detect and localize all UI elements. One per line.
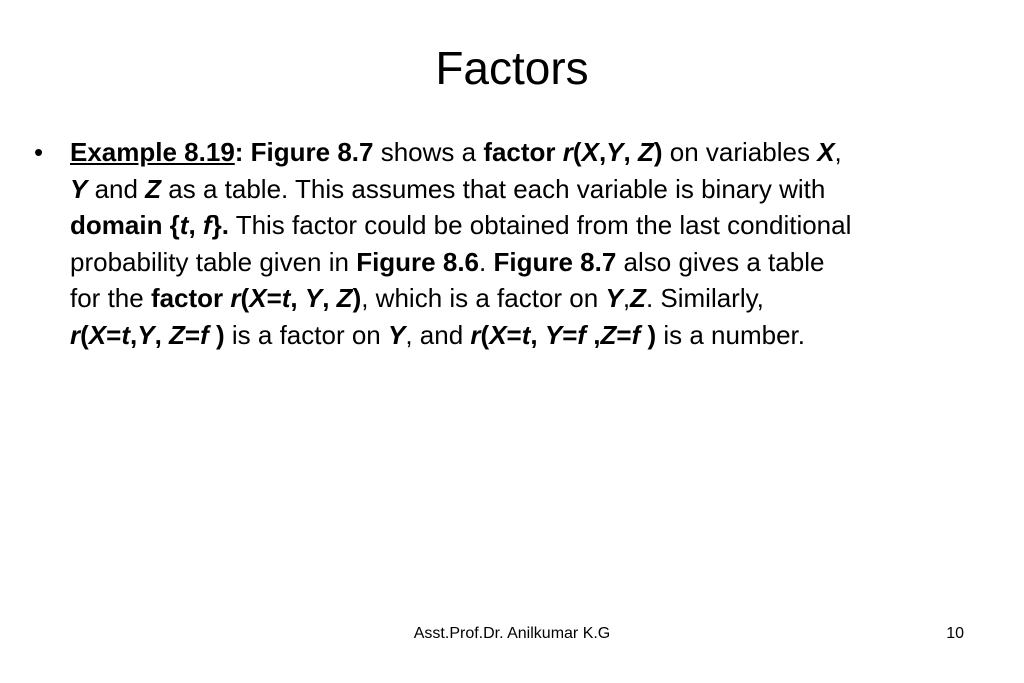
text-run: , [188, 210, 203, 240]
text-run: , and [405, 319, 471, 350]
text-run: , [322, 283, 337, 313]
text-run: ( [480, 319, 490, 350]
text-run: = [184, 319, 201, 350]
footer-author: Asst.Prof.Dr. Anilkumar K.G [413, 625, 611, 642]
text-run: Z [630, 283, 646, 313]
text-run: f [577, 319, 587, 350]
bullet-dot: • [34, 137, 44, 167]
text-run: t [281, 283, 291, 313]
text-run: shows a [373, 137, 484, 167]
text-run: , [530, 319, 545, 350]
text-run: }. [211, 210, 229, 240]
slide-body [30, 134, 990, 353]
text-run: f [200, 319, 209, 350]
text-run: factor [483, 137, 556, 167]
text-run: Y [605, 283, 623, 313]
text-run: probability table given in [70, 246, 357, 277]
text-run: t [121, 319, 130, 350]
text-run: r [70, 319, 81, 350]
text-run: Z [145, 173, 162, 204]
paragraph-line [70, 171, 990, 208]
text-run: , [834, 137, 842, 167]
text-run: t [179, 210, 189, 240]
text-run: Example 8.19 [70, 137, 235, 167]
text-run: Z [637, 137, 654, 167]
text-run: Z [169, 319, 185, 350]
text-run: , which is a factor on [361, 283, 606, 313]
text-run: is a number. [656, 319, 805, 350]
text-run: as a table. This assumes that each variable is binary with [161, 173, 826, 204]
text-run: factor [150, 283, 224, 313]
text-run: Figure 8.6 [356, 246, 480, 277]
text-run: ) [640, 319, 657, 350]
text-run: , [586, 319, 601, 350]
text-run: . [479, 246, 494, 277]
paragraph-line [70, 134, 990, 171]
text-run: Y [606, 137, 624, 167]
text-run: ( [240, 283, 250, 313]
text-run: Y [70, 173, 88, 204]
text-run: , [598, 137, 607, 167]
text-run: Z [336, 283, 353, 313]
text-run: is a factor on [224, 319, 388, 350]
text-run: ) [352, 283, 362, 313]
text-run: , [154, 319, 170, 350]
text-run [556, 137, 563, 167]
text-run: domain { [70, 210, 180, 240]
text-run: = [616, 319, 632, 350]
text-run: ) [653, 137, 663, 167]
paragraph-line [70, 244, 990, 281]
text-run: also gives a table [616, 246, 825, 277]
text-run: = [506, 319, 522, 350]
text-run: X [249, 283, 267, 313]
text-run: and [87, 173, 146, 204]
text-run: on variables [662, 137, 818, 167]
text-run: ( [80, 319, 89, 350]
text-run: X [581, 137, 599, 167]
text-run: X [817, 137, 835, 167]
text-run: Y [304, 283, 323, 313]
text-run: r [470, 319, 481, 350]
text-run: Y [387, 319, 406, 350]
text-run: = [106, 319, 122, 350]
paragraph-line [70, 317, 990, 354]
text-run: X [88, 319, 107, 350]
text-run: , [290, 283, 305, 313]
text-run: Figure 8.7 [493, 246, 617, 277]
text-run: f [631, 319, 641, 350]
text-run: = [562, 319, 578, 350]
bullet-item [30, 134, 990, 353]
text-run: r [230, 283, 241, 313]
text-run: f [202, 210, 212, 240]
paragraph-line [70, 207, 990, 244]
text-run: , [623, 137, 638, 167]
text-run: = [266, 283, 282, 313]
text-run: This factor could be obtained from the last conditional [228, 210, 852, 240]
text-run: , [622, 283, 631, 313]
text-run: Z [600, 319, 617, 350]
text-run: ) [208, 319, 225, 350]
slide-title: Factors [435, 42, 589, 94]
text-run: t [521, 319, 531, 350]
text-run: : Figure 8.7 [234, 137, 374, 167]
page-number: 10 [946, 625, 964, 642]
paragraph-line [70, 280, 990, 317]
bullet-paragraph [70, 134, 990, 353]
text-run: . Similarly, [645, 283, 764, 313]
text-run: , [130, 319, 138, 350]
text-run: r [562, 137, 573, 167]
text-run: Y [137, 319, 155, 350]
text-run: for the [70, 283, 151, 313]
text-run: ( [572, 137, 582, 167]
text-run: X [489, 319, 507, 350]
text-run: Y [544, 319, 563, 350]
